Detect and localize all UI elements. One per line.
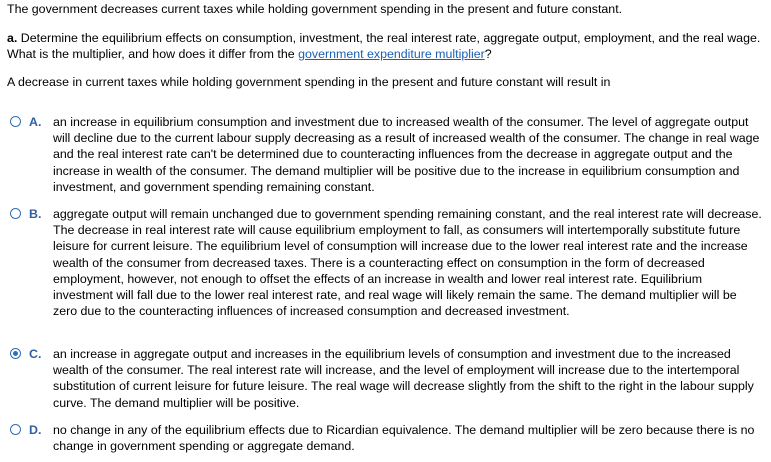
option-b-letter: B. bbox=[29, 207, 42, 221]
government-expenditure-multiplier-link[interactable]: government expenditure multiplier bbox=[298, 47, 485, 62]
question-intro: The government decreases current taxes while holding government spending in the present and future constant. bbox=[7, 2, 623, 16]
option-c-text: an increase in aggregate output and increases in the equilibrium levels of consumption and investment due to the increased wealth of the consumer. The real interest rate will increase, and the level of employment will increase due to the intertemporal substitution of current leisure for future leisure. The real wage will decrease slightly from the shift to the right in the labour supply curve. The demand multiplier will be positive. bbox=[53, 347, 754, 410]
option-a-letter: A. bbox=[29, 115, 42, 129]
option-b-radio[interactable] bbox=[10, 208, 21, 219]
question-part-a bbox=[7, 30, 765, 62]
option-a-radio[interactable] bbox=[10, 116, 21, 127]
option-c-letter: C. bbox=[29, 347, 42, 361]
part-text: Determine the equilibrium effects on consumption, investment, the real interest rate, aggregate output, employment, and the real wage. What is the multiplier, and how does it differ from the bbox=[7, 31, 761, 62]
part-end: ? bbox=[484, 47, 492, 62]
answer-lead: A decrease in current taxes while holding government spending in the present and future constant will result in bbox=[7, 75, 611, 89]
option-d-letter: D. bbox=[29, 423, 42, 437]
option-d-text: no change in any of the equilibrium effects due to Ricardian equivalence. The demand multiplier will be zero because there is no change in government spending or aggregate demand. bbox=[53, 423, 755, 454]
option-b-text: aggregate output will remain unchanged due to government spending remaining constant, and the real interest rate will decrease. The decrease in real interest rate will cause equilibrium employment to fall, as consumers will intertemporally substitute future leisure for current leisure. The equilibrium level of consumption will increase due to the lower real interest rate and the increase wealth of the consumer from decreased taxes. There is a counteracting effect on consumption in the form of decreased employment, however, not enough to offset the effects of an increase in wealth and lower real interest rate. Equilibrium investment will fall due to the lower real interest rate, and real wage will likely remain the same. The demand multiplier will be zero due to the counteracting influences of increased consumption and decreased investment. bbox=[53, 207, 762, 319]
option-a-text: an increase in equilibrium consumption and investment due to increased wealth of the consumer. The level of aggregate output will decline due to the current labour supply decreasing as a result of increased wealth of the consumer. The change in real wage and the real interest rate can't be determined due to counteracting influences from the decrease in aggregate output and the increase in wealth of the consumer. The demand multiplier will be positive due to the increase in equilibrium consumption and investment, and government spending remaining constant. bbox=[53, 115, 760, 194]
option-d-radio[interactable] bbox=[10, 424, 21, 435]
part-label: a. bbox=[7, 31, 18, 45]
option-c-radio[interactable] bbox=[10, 348, 21, 359]
